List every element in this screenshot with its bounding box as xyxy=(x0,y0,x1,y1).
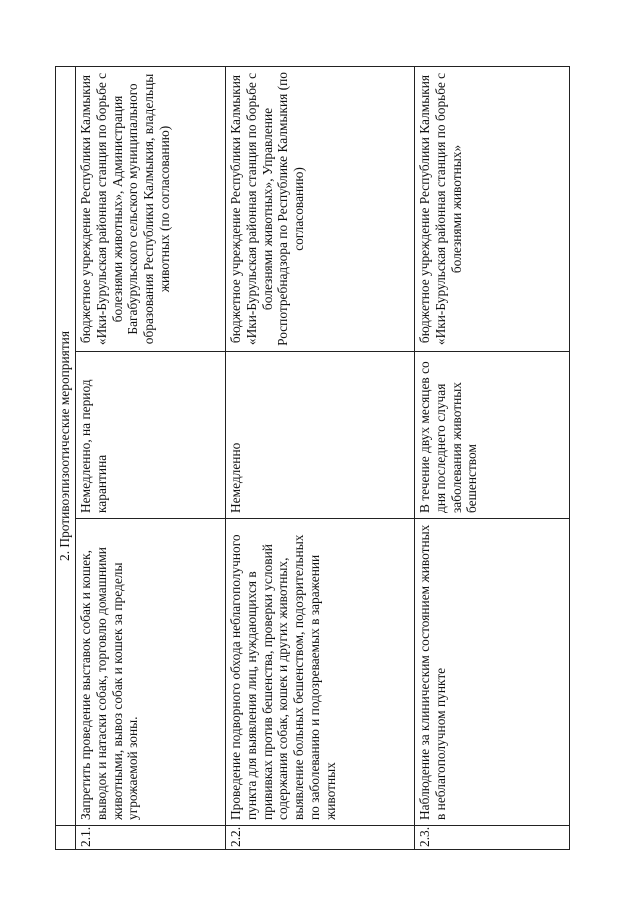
term-cell: Немедленно, на период карантина xyxy=(76,352,226,519)
row-number: 2.3. xyxy=(415,826,570,850)
table-row xyxy=(226,66,415,849)
measure-cell: Наблюдение за клиническим состоянием животных в неблагополучном пункте xyxy=(415,519,570,826)
row-number: 2.1. xyxy=(76,826,226,850)
term-cell: Немедленно xyxy=(226,352,415,519)
section-title: 2. Противоэпизоотические мероприятия xyxy=(56,66,76,825)
header-empty-cell xyxy=(56,826,76,850)
measure-cell: Запретить проведение выставок собак и кошек, выводок и натаски собак, торговлю домашними животными, вывоз собак и кошек за пределы угрожаемой зоны. xyxy=(76,519,226,826)
table-row xyxy=(76,66,226,849)
rotated-table-container xyxy=(55,67,565,850)
term-cell: В течение двух месяцев со дня последнего случая заболевания животных бешенством xyxy=(415,352,570,519)
section-header-row xyxy=(56,66,76,849)
table-row xyxy=(415,66,570,849)
responsible-cell: бюджетное учреждение Республики Калмыкия «Ики-Бурульская районная станция по борьбе с болезнями животных», Администрация Багабурульского сельского муниципального образования Республики Калмыкия, владельцы животных (по согласованию) xyxy=(76,66,226,351)
responsible-cell: бюджетное учреждение Республики Калмыкия «Ики-Бурульская районная станция по борьбе с болезнями животных», Управление Роспотребнадзора по Республике Калмыкия (по согласованию) xyxy=(226,66,415,351)
row-number: 2.2. xyxy=(226,826,415,850)
responsible-cell: бюджетное учреждение Республики Калмыкия «Ики-Бурульская районная станция по борьбе с болезнями животных» xyxy=(415,66,570,351)
measures-table xyxy=(55,66,570,850)
measure-cell: Проведение подворного обхода неблагополучного пункта для выявления лиц, нуждающихся в прививках против бешенства, проверки условий содержания собак, кошек и других животных, выявление больных бешенством, подозрительных по заболеванию и подозреваемых в заражении животных xyxy=(226,519,415,826)
